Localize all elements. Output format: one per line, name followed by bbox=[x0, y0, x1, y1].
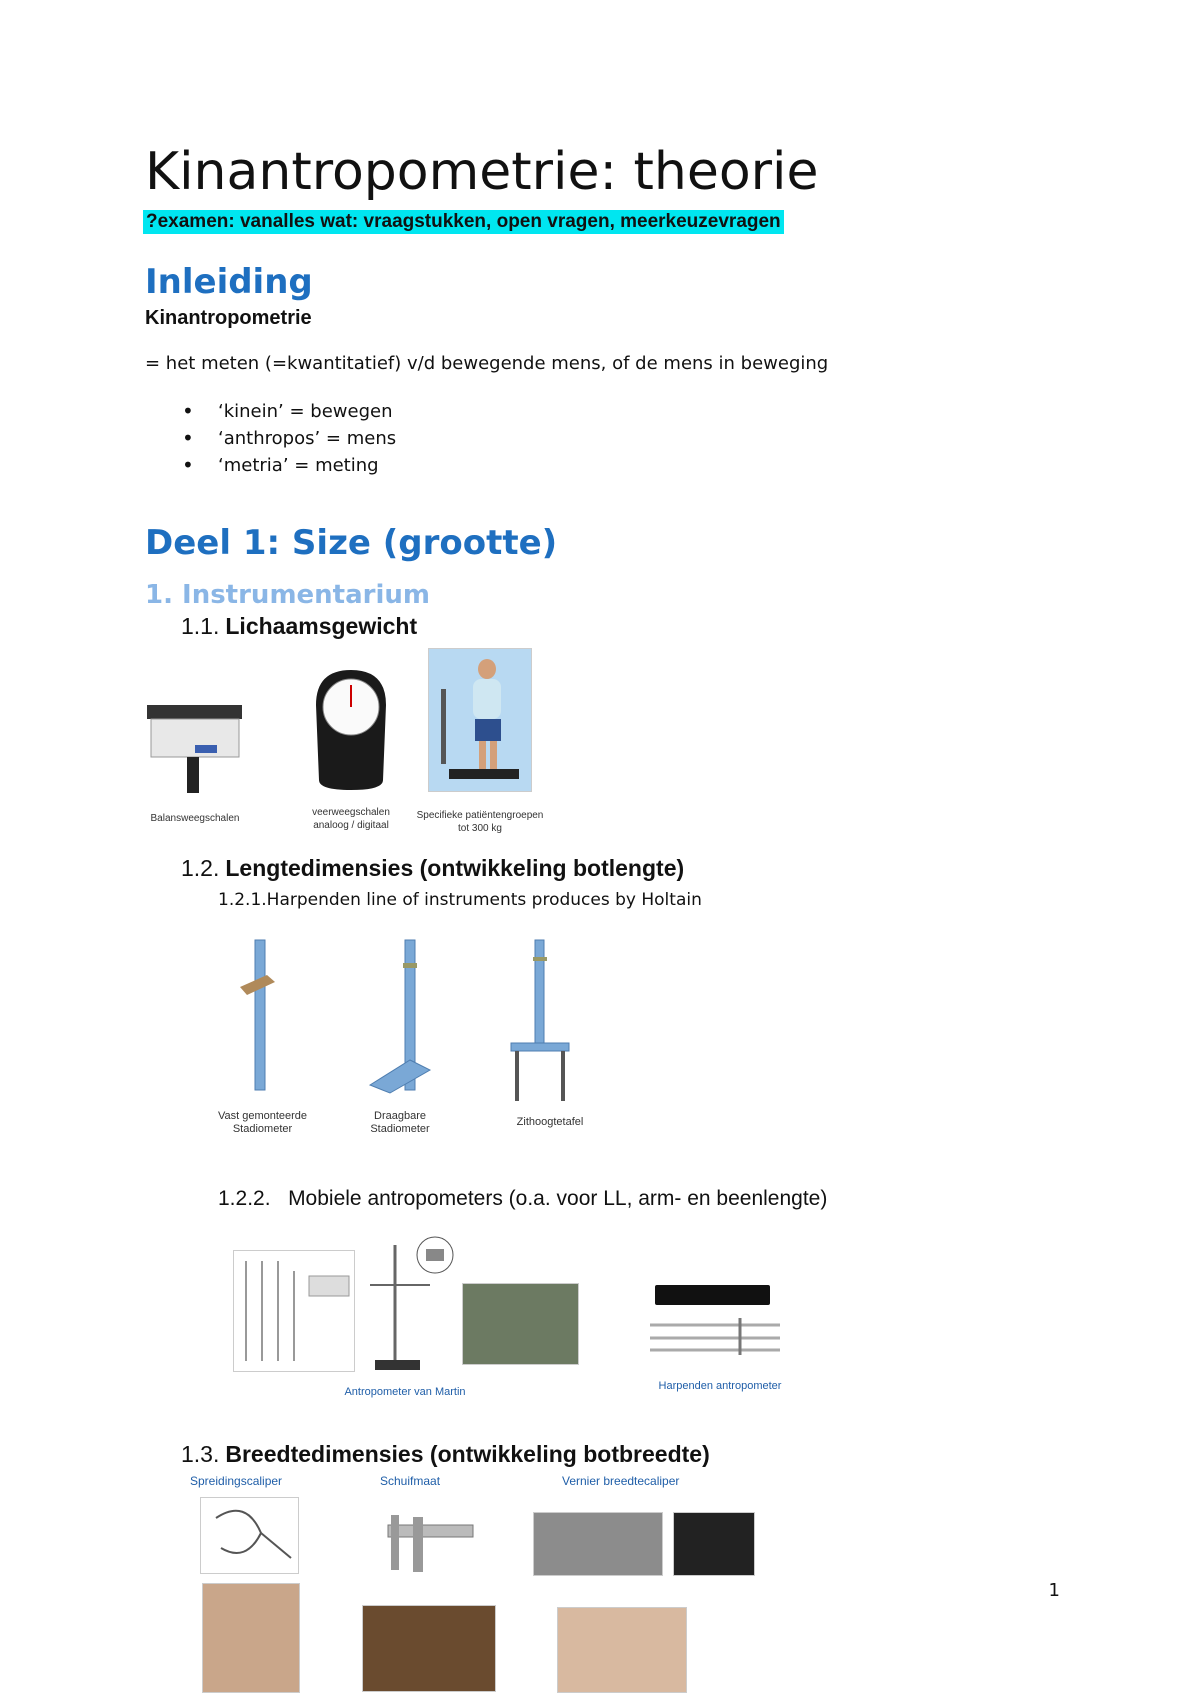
caption-martin: Antropometer van Martin bbox=[344, 1386, 466, 1398]
spring-scale-image bbox=[311, 665, 391, 795]
caption-patient: Specifieke patiëntengroepen tot 300 kg bbox=[416, 810, 544, 834]
caption-zithoogte: Zithoogtetafel bbox=[516, 1116, 584, 1128]
vernier-case-image bbox=[673, 1512, 755, 1576]
foot-caliper-photo bbox=[557, 1607, 687, 1693]
sitting-height-table-image bbox=[505, 935, 575, 1105]
exam-note: ?examen: vanalles wat: vraagstukken, open vragen, meerkeuzevragen bbox=[143, 210, 784, 234]
caption-spreiding: Spreidingscaliper bbox=[190, 1474, 283, 1488]
heading-1-2-2 bbox=[218, 1187, 827, 1211]
caption-vast: Vast gemonteerde Stadiometer bbox=[217, 1110, 308, 1135]
heading-inleiding: Inleiding bbox=[145, 262, 313, 302]
heading-1-3 bbox=[181, 1441, 710, 1468]
sliding-caliper-image bbox=[383, 1505, 478, 1580]
heading-instrumentarium: 1. Instrumentarium bbox=[145, 580, 430, 610]
list-item: • ‘metria’ = meting bbox=[182, 452, 396, 479]
caption-schuifmaat: Schuifmaat bbox=[380, 1474, 441, 1488]
portable-stadiometer-image bbox=[365, 935, 435, 1095]
martin-rods-image bbox=[233, 1250, 355, 1372]
page-number: 1 bbox=[1048, 1580, 1060, 1601]
patient-scale-photo bbox=[428, 648, 532, 792]
caliper-head-photo bbox=[202, 1583, 300, 1693]
list-item: • ‘kinein’ = bewegen bbox=[182, 398, 396, 425]
term-kinantropometrie: Kinantropometrie bbox=[145, 307, 312, 329]
martin-stand-image bbox=[360, 1235, 460, 1375]
section-title: Lengtedimensies (ontwikkeling botlengte) bbox=[225, 855, 685, 881]
spreading-caliper-image bbox=[200, 1497, 299, 1574]
section-title: Lichaamsgewicht bbox=[225, 613, 418, 639]
definition-text: = het meten (=kwantitatief) v/d bewegende mens, of de mens in beweging bbox=[145, 353, 829, 374]
section-title: Breedtedimensies (ontwikkeling botbreedte) bbox=[225, 1441, 710, 1467]
list-item: • ‘anthropos’ = mens bbox=[182, 425, 396, 452]
heading-deel-1: Deel 1: Size (grootte) bbox=[145, 523, 558, 563]
caption-harpenden: Harpenden antropometer bbox=[658, 1380, 782, 1392]
balance-scale-image bbox=[145, 700, 245, 795]
skull-photo bbox=[362, 1605, 496, 1692]
section-number: 1.3. bbox=[181, 1441, 220, 1467]
harpenden-antropometer-image bbox=[640, 1280, 785, 1360]
heading-1-1 bbox=[181, 613, 417, 640]
caption-veer: veerweegschalen analoog / digitaal bbox=[312, 807, 390, 831]
section-number: 1.1. bbox=[181, 613, 220, 639]
martin-case-image bbox=[462, 1283, 579, 1365]
page-title: Kinantropometrie: theorie bbox=[145, 142, 819, 202]
heading-1-2-1: 1.2.1.Harpenden line of instruments produces by Holtain bbox=[218, 890, 702, 910]
caption-balans: Balansweegschalen bbox=[150, 813, 240, 824]
section-number: 1.2.2. bbox=[218, 1187, 271, 1210]
section-number: 1.2. bbox=[181, 855, 220, 881]
caption-draagbaar: Draagbare Stadiometer bbox=[370, 1110, 430, 1135]
vernier-caliper-image bbox=[533, 1512, 663, 1576]
caption-vernier: Vernier breedtecaliper bbox=[562, 1474, 680, 1488]
etymology-list bbox=[182, 398, 396, 479]
section-title: Mobiele antropometers (o.a. voor LL, arm- en beenlengte) bbox=[288, 1187, 828, 1210]
fixed-stadiometer-image bbox=[235, 935, 295, 1095]
heading-1-2 bbox=[181, 855, 684, 882]
